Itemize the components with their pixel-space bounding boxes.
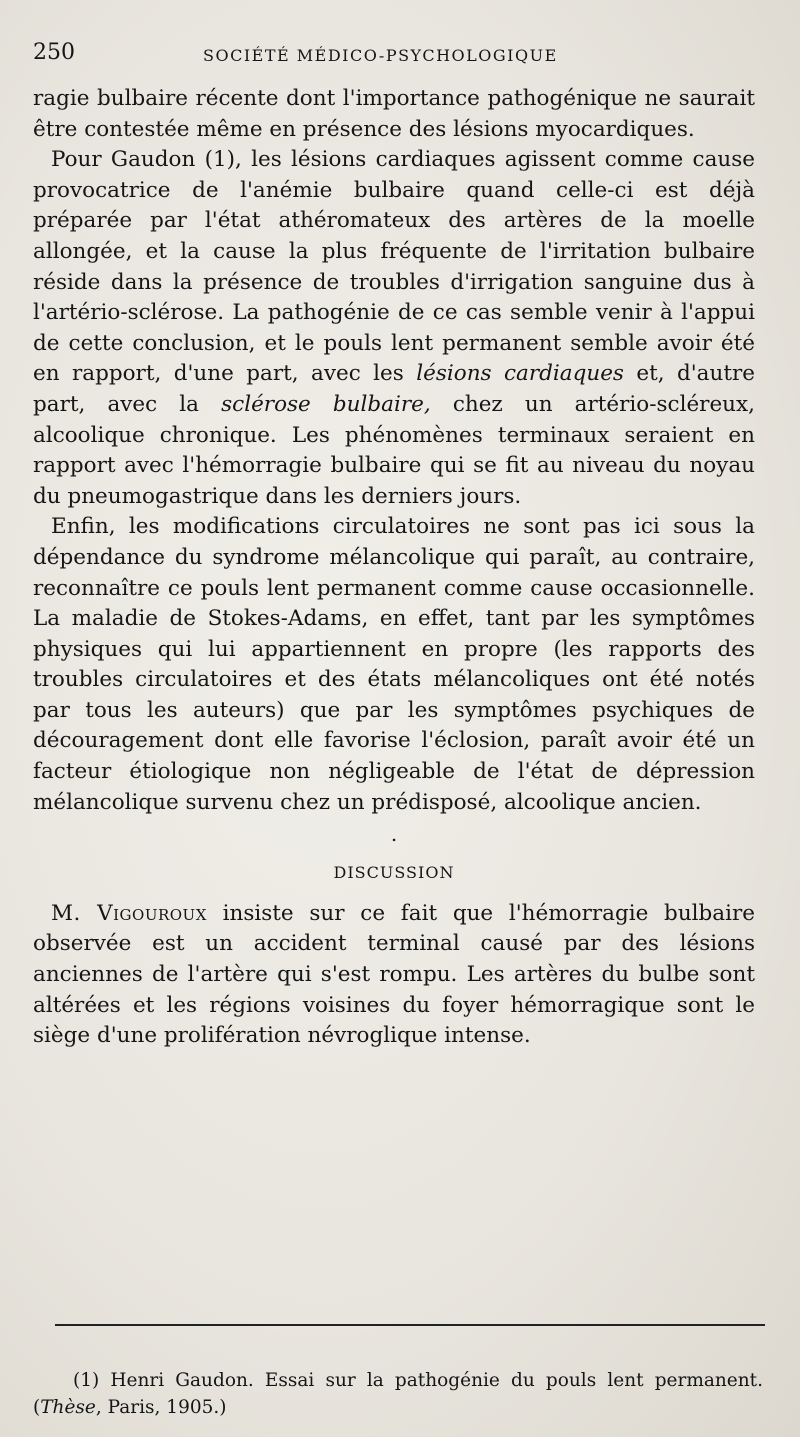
- footnote-rule: [55, 1324, 765, 1326]
- emphasis-lesions-cardiaques: lésions cardiaques: [416, 361, 624, 387]
- paragraph-2-start: Pour Gaudon (1), les lésions cardiaques agissent comme cause provocatrice de l'anémie bulbaire quand celle-ci est déjà préparée par l'état athéromateux des artères de la moelle allongée, et la cause la plus fréquente de l'irritation bulbaire réside dans la présence de troubles d'irrigation sanguine dus à l'artério-sclérose. La pathogénie de ce cas semble venir à l'appui de cette conclusion, et le pouls lent permanent semble avoir été en rapport, d'une part, avec les: [33, 147, 755, 387]
- paragraph-2: [33, 145, 755, 512]
- footnote-emphasis: Thèse: [40, 1396, 96, 1418]
- footnote-text-after: , Paris, 1905.): [95, 1396, 227, 1418]
- discussion-paragraph: [33, 899, 755, 1052]
- speaker-name: M. Vigouroux: [51, 900, 207, 926]
- discussion-heading: DISCUSSION: [333, 863, 455, 883]
- footnote: [33, 1367, 763, 1421]
- discussion-text: insiste sur ce fait que l'hémorragie bulbaire observée est un accident terminal causé par des lésions anciennes de l'artère qui s'est rompu. Les artères du bulbe sont altérées et les régions voisines du foyer hémorragique sont le siège d'une prolifération névroglique intense.: [33, 900, 756, 1049]
- paragraph-2-end: chez un artério-scléreux, alcoolique chronique. Les phénomènes terminaux seraient en rapport avec l'hémorragie bulbaire qui se fit au niveau du noyau du pneumogastrique dans les derniers jours.: [33, 391, 755, 509]
- paragraph-1: ragie bulbaire récente dont l'importance pathogénique ne saurait être contestée même en présence des lésions myocardiques.: [33, 86, 755, 142]
- paragraph-2-middle: et, d'autre part, avec la: [33, 361, 755, 417]
- emphasis-sclerose-bulbaire: sclérose bulbaire,: [221, 391, 431, 417]
- body-text: [33, 84, 755, 1052]
- separator-dot: .: [390, 822, 398, 847]
- page-header: [33, 38, 763, 68]
- running-title: SOCIÉTÉ MÉDICO-PSYCHOLOGIQUE: [203, 46, 558, 65]
- footnote-text-before: Henri Gaudon. Essai sur la pathogénie du pouls lent permanent. (: [33, 1369, 763, 1418]
- paragraph-3: Enfin, les modifications circulatoires ne sont pas ici sous la dépendance du syndrome mélancolique qui paraît, au contraire, reconnaître ce pouls lent permanent comme cause occasionnelle. La maladie de Stokes-Adams, en effet, tant par les symptômes physiques qui lui appartiennent en propre (les rapports des troubles circulatoires et des états mélancoliques ont été notés par tous les auteurs) que par les symptômes psychiques de découragement dont elle favorise l'éclosion, paraît avoir été un facteur étiologique non négligeable de l'état de dépression mélancolique survenu chez un prédisposé, alcoolique ancien.: [33, 514, 755, 815]
- page-number: 250: [33, 40, 75, 65]
- footnote-marker: (1): [73, 1369, 100, 1391]
